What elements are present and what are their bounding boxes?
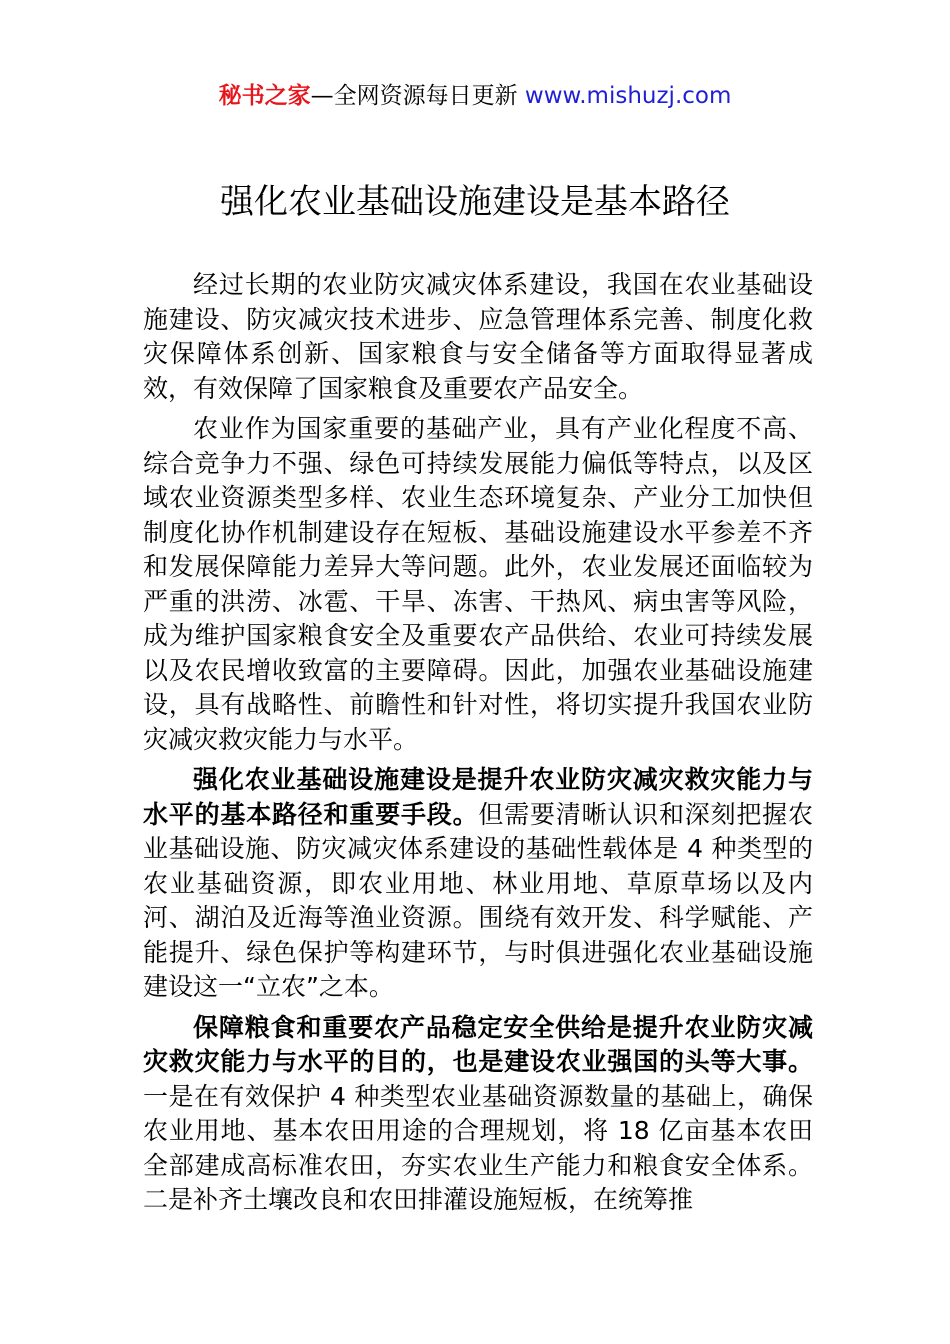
paragraph-3-text: 但需要清晰认识和深刻把握农业基础设施、防灾减灾体系建设的基础性载体是 4 种类型的农业基础资源，即农业用地、林业用地、草原草场以及内河、湖泊及近海等渔业资源。围绕有效开发、科学赋能、产能提升、绿色保护等构建环节，与时俱进强化农业基础设施建设这一“立农”之本。 (143, 799, 813, 1001)
paragraph-1 (143, 268, 813, 406)
article-body (143, 268, 813, 1224)
paragraph-2 (143, 412, 813, 757)
paragraph-3 (143, 763, 813, 1005)
paragraph-1-text: 经过长期的农业防灾减灾体系建设，我国在农业基础设施建设、防灾减灾技术进步、应急管理体系完善、制度化救灾保障体系创新、国家粮食与安全储备等方面取得显著成效，有效保障了国家粮食及重要农产品安全。 (143, 270, 813, 403)
header-slogan: —全网资源每日更新 (310, 83, 518, 109)
article-title: 强化农业基础设施建设是基本路径 (220, 182, 730, 222)
paragraph-4-lead: 保障粮食和重要农产品稳定安全供给是提升农业防灾减灾救灾能力与水平的目的，也是建设农业强国的头等大事。 (143, 1012, 813, 1076)
paragraph-2-text: 农业作为国家重要的基础产业，具有产业化程度不高、综合竞争力不强、绿色可持续发展能力偏低等特点，以及区域农业资源类型多样、农业生态环境复杂、产业分工加快但制度化协作机制建设存在短板、基础设施建设水平参差不齐和发展保障能力差异大等问题。此外，农业发展还面临较为严重的洪涝、冰雹、干旱、冻害、干热风、病虫害等风险，成为维护国家粮食安全及重要农产品供给、农业可持续发展以及农民增收致富的主要障碍。因此，加强农业基础设施建设，具有战略性、前瞻性和针对性，将切实提升我国农业防灾减灾救灾能力与水平。 (143, 414, 813, 754)
brand-name: 秘书之家 (218, 83, 311, 109)
paragraph-4 (143, 1011, 813, 1218)
paragraph-3-lead: 强化农业基础设施建设是提升农业防灾减灾救灾能力与水平的基本路径和重要手段。 (143, 765, 813, 829)
site-header (0, 80, 950, 112)
site-url-link[interactable]: www.mishuzj.com (524, 83, 732, 109)
paragraph-4-text: 一是在有效保护 4 种类型农业基础资源数量的基础上，确保农业用地、基本农田用途的合理规划，将 18 亿亩基本农田全部建成高标准农田，夯实农业生产能力和粮食安全体系。二是补齐土壤改良和农田排灌设施短板，在统筹推 (143, 1081, 813, 1214)
